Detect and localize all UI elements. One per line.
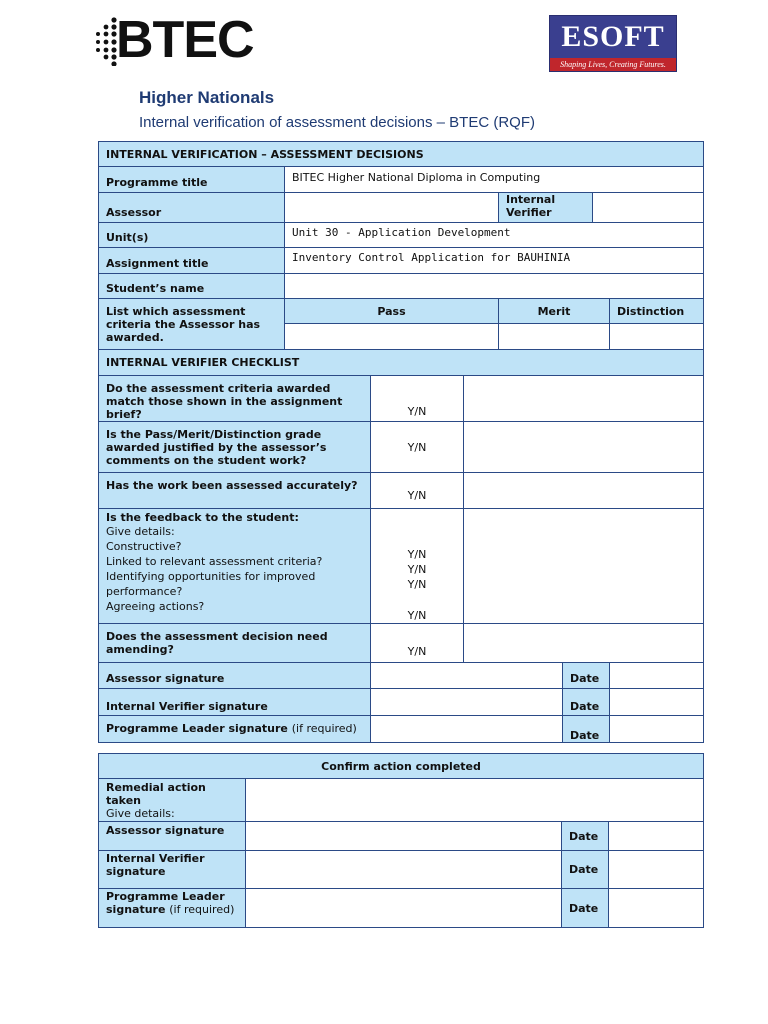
- iv-signature-field[interactable]: [371, 689, 563, 716]
- assignment-title-field[interactable]: Inventory Control Application for BAUHINIA: [285, 248, 704, 274]
- section-title: INTERNAL VERIFICATION – ASSESSMENT DECISIONS: [99, 142, 704, 167]
- q4-title: Is the feedback to the student:: [106, 511, 299, 524]
- confirm-pl-date-field[interactable]: [609, 889, 704, 928]
- q2-yn[interactable]: Y/N: [371, 422, 464, 473]
- assessor-signature-label: Assessor signature: [99, 663, 371, 689]
- remedial-field[interactable]: [246, 779, 704, 822]
- merit-header: Merit: [499, 299, 610, 324]
- q5-comment[interactable]: [464, 624, 704, 663]
- merit-criteria-field[interactable]: [499, 324, 610, 350]
- remedial-label: [99, 779, 246, 822]
- confirm-iv-sig-label: Internal Verifier signature: [99, 851, 246, 889]
- q1-comment[interactable]: [464, 376, 704, 422]
- pl-date-label: Date: [563, 716, 610, 743]
- pl-signature-field[interactable]: [371, 716, 563, 743]
- criteria-label: List which assessment criteria the Assessor has awarded.: [99, 299, 285, 350]
- assignment-title-label: Assignment title: [99, 248, 285, 274]
- q4-yn[interactable]: Y/N: [407, 609, 427, 622]
- checklist-q1: Do the assessment criteria awarded match those shown in the assignment brief?: [99, 376, 371, 422]
- assessor-date-label: Date: [563, 663, 610, 689]
- confirm-iv-sig-field[interactable]: [246, 851, 562, 889]
- programme-title-label: Programme title: [99, 167, 285, 193]
- pass-header: Pass: [285, 299, 499, 324]
- q4-item: Give details:: [106, 525, 175, 538]
- confirm-title: Confirm action completed: [99, 754, 704, 779]
- iv-date-field[interactable]: [610, 689, 704, 716]
- assessor-date-field[interactable]: [610, 663, 704, 689]
- q3-comment[interactable]: [464, 473, 704, 509]
- pl-signature-text: Programme Leader signature: [106, 722, 288, 735]
- internal-verifier-field[interactable]: [593, 193, 704, 223]
- remedial-text: Remedial action taken: [106, 781, 206, 807]
- esoft-logo: [549, 15, 677, 72]
- q4-yn[interactable]: Y/N: [407, 578, 427, 591]
- student-name-field[interactable]: [285, 274, 704, 299]
- confirm-pl-sig-note: (if required): [169, 903, 235, 916]
- confirm-assessor-date-label: Date: [562, 822, 609, 851]
- q4-item: Agreeing actions?: [106, 600, 205, 613]
- q1-yn[interactable]: Y/N: [371, 376, 464, 422]
- assessment-decisions-table: [98, 141, 704, 743]
- btec-logo-text: BTEC: [116, 11, 254, 69]
- btec-logo: [92, 11, 254, 72]
- q4-yn[interactable]: Y/N: [407, 548, 427, 561]
- checklist-q3: Has the work been assessed accurately?: [99, 473, 371, 509]
- programme-title-field[interactable]: BITEC Higher National Diploma in Computing: [285, 167, 704, 193]
- confirm-pl-sig-text: Programme Leader signature: [106, 890, 225, 916]
- pass-criteria-field[interactable]: [285, 324, 499, 350]
- confirm-assessor-date-field[interactable]: [609, 822, 704, 851]
- pl-date-field[interactable]: [610, 716, 704, 743]
- internal-verifier-label: Internal Verifier: [499, 193, 593, 223]
- assessor-field[interactable]: [285, 193, 499, 223]
- pl-signature-note: (if required): [291, 722, 357, 735]
- confirm-assessor-sig-field[interactable]: [246, 822, 562, 851]
- page-subtitle: Internal verification of assessment decisions – BTEC (RQF): [139, 114, 535, 131]
- units-label: Unit(s): [99, 223, 285, 248]
- q4-yn-group: [371, 509, 464, 624]
- confirm-pl-sig-field[interactable]: [246, 889, 562, 928]
- checklist-title: INTERNAL VERIFIER CHECKLIST: [99, 350, 704, 376]
- assessor-signature-field[interactable]: [371, 663, 563, 689]
- distinction-header: Distinction: [610, 299, 704, 324]
- q4-comment[interactable]: [464, 509, 704, 624]
- confirm-iv-date-label: Date: [562, 851, 609, 889]
- confirm-pl-sig-label: [99, 889, 246, 928]
- q2-comment[interactable]: [464, 422, 704, 473]
- page-title: Higher Nationals: [139, 88, 275, 107]
- iv-date-label: Date: [563, 689, 610, 716]
- remedial-give-details: Give details:: [106, 807, 175, 820]
- confirm-assessor-sig-label: Assessor signature: [99, 822, 246, 851]
- checklist-q5: Does the assessment decision need amending?: [99, 624, 371, 663]
- distinction-criteria-field[interactable]: [610, 324, 704, 350]
- esoft-logo-text: ESOFT: [561, 20, 665, 53]
- checklist-q4: [99, 509, 371, 624]
- confirm-iv-date-field[interactable]: [609, 851, 704, 889]
- checklist-q2: Is the Pass/Merit/Distinction grade awarded justified by the assessor’s comments on the student work?: [99, 422, 371, 473]
- assessor-label: Assessor: [99, 193, 285, 223]
- q4-item: Linked to relevant assessment criteria?: [106, 555, 323, 568]
- q4-item: Constructive?: [106, 540, 182, 553]
- esoft-tagline: Shaping Lives, Creating Futures.: [550, 58, 676, 71]
- units-field[interactable]: Unit 30 - Application Development: [285, 223, 704, 248]
- pl-signature-label: [99, 716, 371, 743]
- confirm-action-table: [98, 753, 704, 928]
- q3-yn[interactable]: Y/N: [371, 473, 464, 509]
- q4-item: Identifying opportunities for improved performance?: [106, 570, 316, 598]
- iv-signature-label: Internal Verifier signature: [99, 689, 371, 716]
- student-name-label: Student’s name: [99, 274, 285, 299]
- q5-yn[interactable]: Y/N: [371, 624, 464, 663]
- confirm-pl-date-label: Date: [562, 889, 609, 928]
- q4-yn[interactable]: Y/N: [407, 563, 427, 576]
